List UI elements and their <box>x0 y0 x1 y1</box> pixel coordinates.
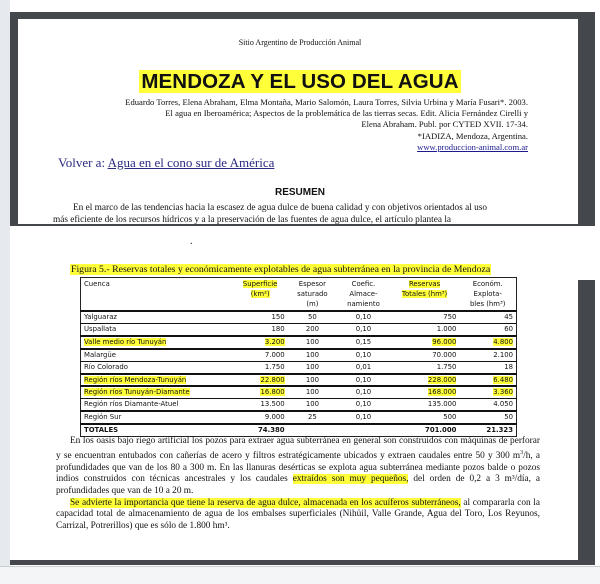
website-link[interactable]: www.produccion-animal.com.ar <box>417 141 528 152</box>
cell-coef: 0,10 <box>337 374 390 387</box>
cell-cuenca: Uspallata <box>81 323 233 335</box>
cell-reservas: 1.750 <box>390 361 460 373</box>
cell-coef: 0,10 <box>337 386 390 398</box>
col-header-coef: Coefic. Almace- namiento <box>337 278 390 312</box>
table-row <box>81 323 517 335</box>
cell-explotables: 2.100 <box>459 349 516 361</box>
cell-coef: 0,10 <box>337 311 390 323</box>
total-superficie: 74.380 <box>258 426 285 435</box>
cell-explotables: 45 <box>459 311 516 323</box>
back-nav <box>58 155 274 171</box>
document-title: MENDOZA Y EL USO DEL AGUA <box>141 70 459 93</box>
cell-espesor: 100 <box>288 361 338 373</box>
cell-explotables: 50 <box>459 411 516 424</box>
cell-reservas: 168.000 <box>390 386 460 398</box>
cell-explotables: 4.800 <box>459 336 516 349</box>
cell-superficie: 9.000 <box>233 411 288 424</box>
cell-reservas: 135.000 <box>390 399 460 411</box>
total-reservas: 701.000 <box>425 426 457 435</box>
cell-reservas: 96.000 <box>390 336 460 349</box>
cell-reservas: 228.000 <box>390 374 460 387</box>
col-header-explotables: Económ. Explota- bles (hm³) <box>459 278 516 312</box>
cell-espesor: 25 <box>288 411 338 424</box>
table-row <box>81 374 517 387</box>
table-row <box>81 311 517 323</box>
cell-coef: 0,10 <box>337 349 390 361</box>
abstract-paragraph <box>53 202 533 226</box>
body-text <box>56 436 540 533</box>
cell-explotables: 18 <box>459 361 516 373</box>
authors-line: *IADIZA, Mendoza, Argentina. <box>417 130 528 141</box>
table-row <box>81 411 517 424</box>
table-header-row <box>81 278 517 312</box>
cell-superficie: 3.200 <box>233 336 288 349</box>
cell-coef: 0,10 <box>337 411 390 424</box>
table-row <box>81 386 517 398</box>
site-name: Sitio Argentino de Producción Animal <box>238 38 362 47</box>
cell-espesor: 100 <box>288 386 338 398</box>
cell-cuenca: Región ríos Tunuyán-Diamante <box>81 386 233 398</box>
col-header-cuenca: Cuenca <box>81 278 233 312</box>
cell-explotables: 6.480 <box>459 374 516 387</box>
reserves-table <box>80 277 517 437</box>
cell-cuenca: Región ríos Diamante-Atuel <box>81 399 233 411</box>
cell-superficie: 16.800 <box>233 386 288 398</box>
abstract-line: más eficiente de los recursos hídricos y a la preservación de las fuentes de agua dulce, el artículo plantea la <box>53 215 452 225</box>
cell-superficie: 22.800 <box>233 374 288 387</box>
table-totals-row <box>81 424 517 436</box>
table-row <box>81 336 517 349</box>
authors-line: El agua en Iberoamérica; Aspectos de la problemática de las tierras secas. Edit. Alicia Fernández Cirelli y <box>165 108 528 119</box>
col-header-superficie: Superficie (km²) <box>233 278 288 312</box>
cell-espesor: 100 <box>288 374 338 387</box>
cell-superficie: 180 <box>233 323 288 335</box>
back-label: Volver a: <box>58 155 108 170</box>
title-wrapper <box>0 70 600 94</box>
cell-coef: 0,15 <box>337 336 390 349</box>
ellipsis-dot: . <box>190 236 193 247</box>
cell-reservas: 500 <box>390 411 460 424</box>
cell-reservas: 1.000 <box>390 323 460 335</box>
cell-superficie: 150 <box>233 311 288 323</box>
total-espesor <box>288 424 338 436</box>
cell-espesor: 50 <box>288 311 338 323</box>
cell-cuenca: Región ríos Mendoza-Tunuyán <box>81 374 233 387</box>
cell-espesor: 100 <box>288 399 338 411</box>
cell-explotables: 60 <box>459 323 516 335</box>
figure-caption: Figura 5.- Reservas totales y económicamente explotables de agua subterránea en la provincia de Mendoza <box>71 264 491 275</box>
cell-coef: 0,10 <box>337 323 390 335</box>
cell-explotables: 4.050 <box>459 399 516 411</box>
cell-superficie: 7.000 <box>233 349 288 361</box>
status-strip <box>0 566 600 584</box>
total-cuenca: TOTALES <box>84 426 119 435</box>
col-header-reservas: Reservas Totales (hm³) <box>390 278 460 312</box>
cell-espesor: 100 <box>288 349 338 361</box>
cell-cuenca: Yalguaraz <box>81 311 233 323</box>
section-heading: RESUMEN <box>274 187 325 198</box>
back-link[interactable]: Agua en el cono sur de América <box>107 155 275 170</box>
cell-coef: 0,10 <box>337 399 390 411</box>
table-row <box>81 361 517 373</box>
col-header-espesor: Espesor saturado (m) <box>288 278 338 312</box>
cell-cuenca: Malargüe <box>81 349 233 361</box>
abstract-line: En el marco de las tendencias hacia la escasez de agua dulce de buena calidad y con objetivos orientados al uso <box>73 203 488 213</box>
cell-espesor: 200 <box>288 323 338 335</box>
total-coef <box>337 424 390 436</box>
cell-coef: 0,01 <box>337 361 390 373</box>
cell-superficie: 13.500 <box>233 399 288 411</box>
cell-espesor: 100 <box>288 336 338 349</box>
cell-explotables: 3.360 <box>459 386 516 398</box>
cell-cuenca: Río Colorado <box>81 361 233 373</box>
cell-superficie: 1.750 <box>233 361 288 373</box>
cell-reservas: 750 <box>390 311 460 323</box>
authors-block <box>28 97 528 153</box>
paragraph-wells: En los oasis bajo riego artificial los pozos para extraer agua subterránea en general son construidos con máquinas de perforar y se encuentran entubados con cañerías de acero y filtros estratégicamente ubicados y extraen caudales entre 50 y 300 $m^3/h$, a profundidades que van de los 80 a 300 m. En las llanuras desérticas se explota agua subterránea mediante pozos balde o pozos indios construidos con técnicas ancestrales y los caudales extraídos son muy pequeños, del orden de 0,2 a 3 m³/día, a profundidades que van de 10 a 20 m. <box>56 436 540 496</box>
table-row <box>81 349 517 361</box>
authors-line: Elena Abraham. Publ. por CYTED XVII. 17-34. <box>361 119 528 130</box>
table-row <box>81 399 517 411</box>
paragraph-reserves: Se advierte la importancia que tiene la reserva de agua dulce, almacenada en los acuíferos subterráneos, al compararla con la capacidad total de almacenamiento de agua de los embalses superficiales (Nihüil, Valle Grande, Agua del Toro, Los Reyunos, Carrizal, Potrerillos) que es sólo de 1.800 hm³. <box>56 497 540 532</box>
total-explotables: 21.323 <box>486 426 513 435</box>
authors-line: Eduardo Torres, Elena Abraham, Elma Montaña, Mario Salomón, Laura Torres, Silvia Urbina y María Fusari*. 2003. <box>125 97 528 107</box>
cell-cuenca: Región Sur <box>81 411 233 424</box>
cell-reservas: 70.000 <box>390 349 460 361</box>
cell-cuenca: Valle medio río Tunuyán <box>81 336 233 349</box>
